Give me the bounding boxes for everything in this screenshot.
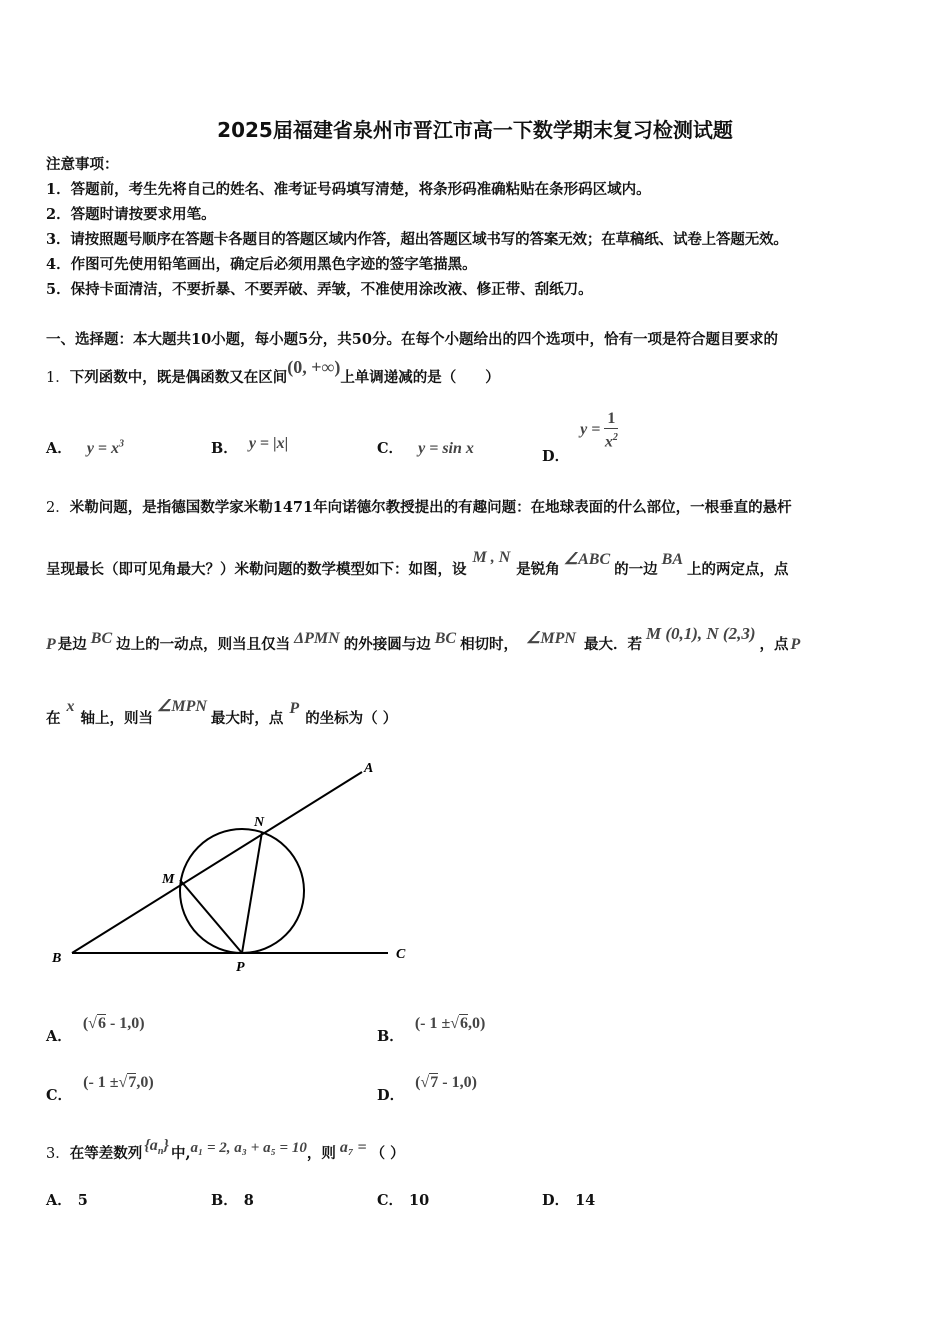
q2-option-c[interactable]: C． (- 1 ±√7,0) bbox=[46, 1074, 154, 1104]
notice-item: 2．答题时请按要求用笔。 bbox=[46, 206, 216, 223]
label-n: N bbox=[254, 815, 265, 830]
q2-line-3: P 是边 BC 边上的一动点，则当且仅当 ΔPMN 的外接圆与边 BC 相切时， ∠MPN 最大．若M (0,1), N (2,3)，点 P bbox=[46, 624, 801, 653]
label-c: C bbox=[396, 947, 406, 962]
q2-line-4: 在x轴上，则当∠MPN最大时，点P的坐标为（ ） bbox=[46, 698, 398, 727]
q1-line bbox=[46, 357, 500, 387]
q1-option-c[interactable]: C． y = sin x bbox=[377, 440, 474, 457]
label-p: P bbox=[236, 960, 245, 975]
label-m: M bbox=[162, 872, 175, 887]
q1-text-b: 上单调递减的是（ ） bbox=[340, 369, 500, 386]
notice-item: 3．请按照题号顺序在答题卡各题目的答题区域内作答，超出答题区域书写的答案无效；在草稿纸、试卷上答题无效。 bbox=[46, 231, 788, 248]
q2-option-b[interactable]: B． (- 1 ±√6,0) bbox=[377, 1015, 486, 1045]
notice-item: 5．保持卡面清洁，不要折暴、不要弄破、弄皱，不准使用涂改液、修正带、刮纸刀。 bbox=[46, 281, 593, 298]
notice-item: 4．作图可先使用铅笔画出，确定后必须用黑色字迹的签字笔描黑。 bbox=[46, 256, 477, 273]
q1-option-d[interactable]: D． y = $\frac{1}{x^2}$ bbox=[542, 410, 618, 466]
section-heading: 一、选择题：本大题共10小题，每小题5分，共50分。在每个小题给出的四个选项中，恰有一项是符合题目要求的 bbox=[46, 331, 778, 348]
q1-number: 1． bbox=[46, 370, 70, 386]
notice-heading: 注意事项： bbox=[46, 156, 119, 173]
segment-np bbox=[242, 832, 262, 953]
ray-ba bbox=[72, 772, 362, 953]
q1-option-b[interactable]: B． y = |x| bbox=[211, 435, 289, 457]
q1-text-a: 下列函数中，既是偶函数又在区间 bbox=[69, 369, 288, 386]
label-a: A bbox=[364, 761, 374, 776]
q2-number: 2． bbox=[46, 500, 70, 516]
miller-figure bbox=[40, 750, 420, 980]
q2-line-2: 呈现最长（即可见角最大？）米勒问题的数学模型如下：如图，设M , N是锐角∠ABC的一边BA上的两定点，点 bbox=[46, 549, 789, 578]
q1-interval: (0, +∞) bbox=[287, 357, 341, 377]
page-title: 2025届福建省泉州市晋江市高一下数学期末复习检测试题 bbox=[217, 118, 733, 142]
q3-number: 3． bbox=[46, 1146, 70, 1162]
label-b: B bbox=[52, 951, 62, 966]
q2-option-d[interactable]: D． (√7 - 1,0) bbox=[377, 1074, 477, 1104]
q2-line-1: 2．米勒问题，是指德国数学家米勒1471年向诺德尔教授提出的有趣问题：在地球表面的什么部位，一根垂直的悬杆 bbox=[46, 499, 792, 516]
q2-option-a[interactable]: A． (√6 - 1,0) bbox=[46, 1015, 145, 1045]
notice-item: 1．答题前，考生先将自己的姓名、准考证号码填写清楚，将条形码准确粘贴在条形码区域内。 bbox=[46, 181, 651, 198]
q3-option-a[interactable]: A． 5 bbox=[46, 1192, 88, 1209]
q3-option-d[interactable]: D． 14 bbox=[542, 1192, 596, 1209]
q3-option-b[interactable]: B． 8 bbox=[211, 1192, 254, 1209]
q1-option-a[interactable]: A． $y = x^3$ bbox=[46, 438, 125, 457]
q3-line: 3．在等差数列 $\{a_n\}$ 中,a₁ = 2, a₃ + a₅ = 10，则 a₇ = （ ） bbox=[46, 1137, 405, 1162]
q3-option-c[interactable]: C． 10 bbox=[377, 1192, 430, 1209]
segment-mp bbox=[180, 880, 242, 953]
